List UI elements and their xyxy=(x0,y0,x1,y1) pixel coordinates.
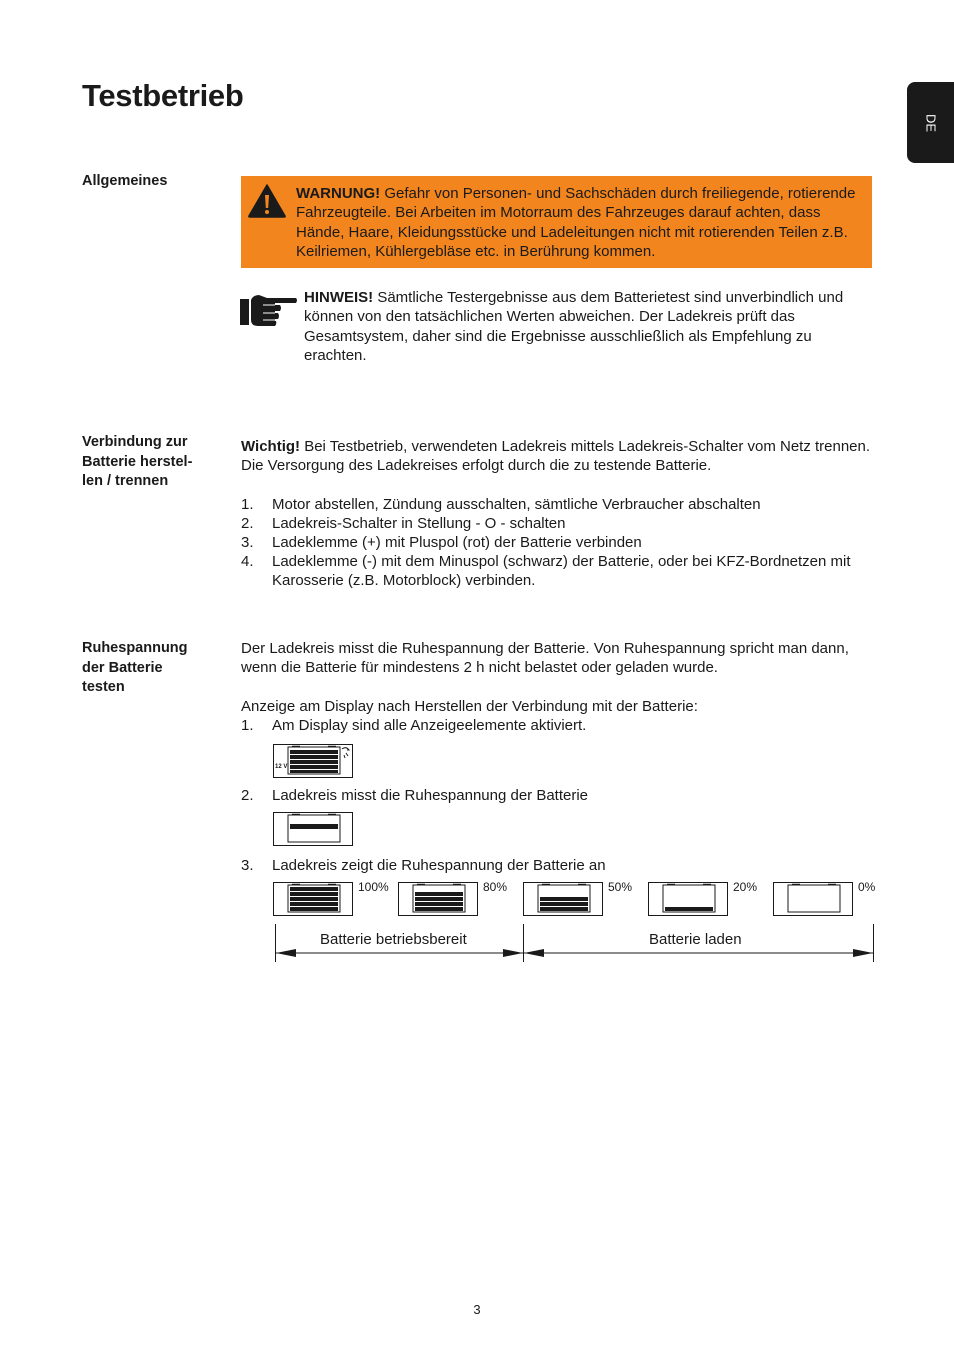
level-percent-label: 80% xyxy=(483,880,508,894)
step-number: 3. xyxy=(241,534,254,551)
range-label-ready: Batterie betriebsbereit xyxy=(320,931,467,948)
heading-line: der Batterie xyxy=(82,659,163,676)
step-text: Ladeklemme (-) mit dem Minuspol (schwarz) der Batterie, oder bei KFZ-Bordnetzen mit Karosserie (z.B. Motorblock) verbinden. xyxy=(272,553,851,590)
heading-line: len / trennen xyxy=(82,473,169,489)
step-text: Ladekreis misst die Ruhespannung der Batterie xyxy=(272,787,589,804)
level-segment xyxy=(290,902,338,906)
level-segment xyxy=(665,907,713,911)
level-segment xyxy=(540,907,588,911)
level-segment xyxy=(415,907,463,911)
rest-voltage-intro: Der Ladekreis misst die Ruhespannung der Batterie. Von Ruhespannung spricht man dann, wenn die Batterie für mindestens 2 h nicht belastet oder geladen wurde. xyxy=(241,640,849,677)
section-heading-connect xyxy=(82,433,217,492)
warning-message xyxy=(296,184,861,261)
heading-line: testen xyxy=(82,679,125,695)
level-percent-label: 50% xyxy=(608,880,633,894)
note-label: HINWEIS! xyxy=(304,289,374,306)
note-message xyxy=(304,288,869,365)
section-heading-rest-voltage xyxy=(82,639,217,698)
step-number: 1. xyxy=(241,717,254,734)
warning-label: WARNUNG! xyxy=(296,185,381,202)
important-label: Wichtig! xyxy=(241,438,301,455)
section-heading-general: Allgemeines xyxy=(82,173,168,189)
step-text: Ladekreis-Schalter in Stellung - O - schalten xyxy=(272,515,566,532)
level-segment xyxy=(290,907,338,911)
level-segment xyxy=(290,897,338,901)
range-label-charge: Batterie laden xyxy=(649,931,742,948)
level-segment xyxy=(540,902,588,906)
voltage-label: 12 V xyxy=(275,764,288,770)
display-measuring xyxy=(273,812,353,846)
language-tab xyxy=(907,82,954,163)
step-number: 1. xyxy=(241,496,254,513)
level-percent-label: 100% xyxy=(358,880,389,894)
warning-text: Gefahr von Personen- und Sachschäden durch freiliegende, rotierende Fahrzeugteile. Bei Arbeiten im Motorraum des Fahrzeuges darauf achten, dass Hände, Haare, Kleidungsstücke und Ladeleitungen nicht mit rotierenden Teilen z.B. Keilriemen, Kühlergebläse etc. in Berührung kommen. xyxy=(296,185,856,260)
warning-triangle-icon xyxy=(248,184,286,218)
level-segment xyxy=(290,892,338,896)
battery-level-display xyxy=(398,882,478,916)
level-percent-label: 20% xyxy=(733,880,758,894)
battery-level-display xyxy=(773,882,853,916)
step-number: 3. xyxy=(241,857,254,874)
heading-line: Ruhespannung xyxy=(82,640,188,656)
step-text: Ladekreis zeigt die Ruhespannung der Batterie an xyxy=(272,857,606,874)
step-text: Am Display sind alle Anzeigeelemente aktiviert. xyxy=(272,717,587,734)
pointing-hand-icon xyxy=(240,292,298,328)
display-all-segments xyxy=(273,744,353,778)
step-text: Motor abstellen, Zündung ausschalten, sämtliche Verbraucher abschalten xyxy=(272,496,761,513)
level-segment xyxy=(540,897,588,901)
note-text: Sämtliche Testergebnisse aus dem Batterietest sind unverbindlich und können von den tatsächlichen Werten abweichen. Der Ladekreis prüft das Gesamtsystem, daher sind die Ergebnisse ausschließlich als Empfehlung zu erachten. xyxy=(304,289,844,364)
display-intro: Anzeige am Display nach Herstellen der Verbindung mit der Batterie: xyxy=(241,698,698,715)
page-number: 3 xyxy=(473,1302,481,1317)
battery-level-display xyxy=(523,882,603,916)
step-number: 2. xyxy=(241,787,254,804)
battery-level-display xyxy=(273,882,353,916)
heading-line: Batterie herstel- xyxy=(82,453,193,470)
important-paragraph xyxy=(241,437,872,476)
level-segment xyxy=(290,887,338,891)
step-number: 4. xyxy=(241,553,254,570)
important-text: Bei Testbetrieb, verwendeten Ladekreis mittels Ladekreis-Schalter vom Netz trennen. Die Versorgung des Ladekreises erfolgt durch die zu testende Batterie. xyxy=(241,438,871,475)
level-segment xyxy=(415,902,463,906)
language-tab-label: DE xyxy=(923,113,938,132)
battery-level-display xyxy=(648,882,728,916)
page-title: Testbetrieb xyxy=(82,78,244,113)
step-text: Ladeklemme (+) mit Pluspol (rot) der Batterie verbinden xyxy=(272,534,642,551)
level-segment xyxy=(415,897,463,901)
level-percent-label: 0% xyxy=(858,880,876,894)
heading-line: Verbindung zur xyxy=(82,434,188,450)
step-number: 2. xyxy=(241,515,254,532)
level-segment xyxy=(415,892,463,896)
